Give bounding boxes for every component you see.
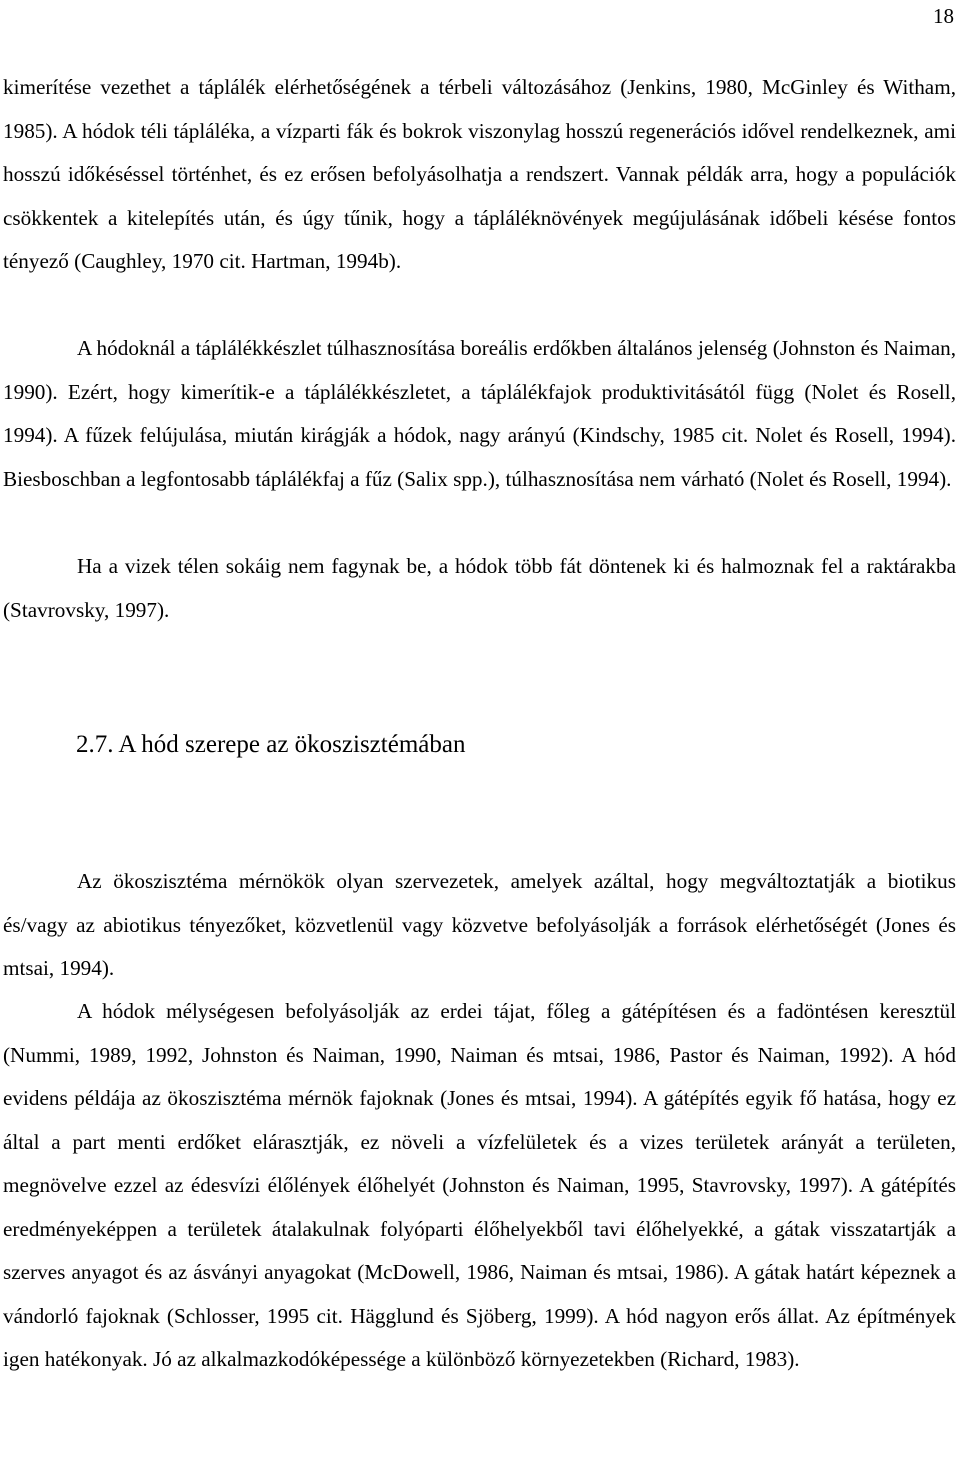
paragraph-overexploitation: A hódoknál a táplálékkészlet túlhasznosítása boreális erdőkben általános jelenség (Johnston és Naiman, 1990). Ezért, hogy kimerítik-e a táplálékkészletet, a táplálékfajok produktivitásától függ (Nolet és Rosell, 1994). A fűzek felújulása, miután kirágják a hódok, nagy arányú (Kindschy, 1985 cit. Nolet és Rosell, 1994). Biesboschban a legfontosabb táplálékfaj a fűz (Salix spp.), túlhasznosítása nem várható (Nolet és Rosell, 1994). xyxy=(3,336,956,491)
section-heading: 2.7. A hód szerepe az ökoszisztémában xyxy=(76,731,466,758)
paragraph-food-depletion: kimerítése vezethet a táplálék elérhetőségének a térbeli változásához (Jenkins, 1980, McGinley és Witham, 1985). A hódok téli tápláléka, a vízparti fák és bokrok viszonylag hosszú regenerációs idővel rendelkeznek, ami hosszú időkéséssel történhet, és ez erősen befolyásolhatja a rendszert. Vannak példák arra, hogy a populációk csökkentek a kitelepítés után, és úgy tűnik, hogy a tápláléknövények megújulásának időbeli késése fontos tényező (Caughley, 1970 cit. Hartman, 1994b). xyxy=(3,75,956,273)
paragraph-winter-storage: Ha a vizek télen sokáig nem fagynak be, a hódok több fát döntenek ki és halmoznak fel a raktárakba (Stavrovsky, 1997). xyxy=(3,554,956,622)
paragraph-ecosystem-engineers: Az ökoszisztéma mérnökök olyan szervezetek, amelyek azáltal, hogy megváltoztatják a biotikus és/vagy az abiotikus tényezőket, közvetlenül vagy közvetve befolyásolják a források elérhetőségét (Jones és mtsai, 1994). xyxy=(3,869,956,980)
page-number: 18 xyxy=(933,4,954,28)
paragraph-beaver-influence: A hódok mélységesen befolyásolják az erdei tájat, főleg a gátépítésen és a fadöntésen keresztül (Nummi, 1989, 1992, Johnston és Naiman, 1990, Naiman és mtsai, 1986, Pastor és Naiman, 1992). A hód evidens példája az ökoszisztéma mérnök fajoknak (Jones és mtsai, 1994). A gátépítés egyik fő hatása, hogy ez által a part menti erdőket elárasztják, ez növeli a vízfelületek és a vizes területek arányát a területen, megnövelve ezzel az édesvízi élőlények élőhelyét (Johnston és Naiman, 1995, Stavrovsky, 1997). A gátépítés eredményeképpen a területek átalakulnak folyóparti élőhelyekből tavi élőhelyekké, a gátak visszatartják a szerves anyagot és az ásványi anyagokat (McDowell, 1986, Naiman és mtsai, 1986). A gátak határt képeznek a vándorló fajoknak (Schlosser, 1995 cit. Hägglund és Sjöberg, 1999). A hód nagyon erős állat. Az építmények igen hatékonyak. Jó az alkalmazkodóképessége a különböző környezetekben (Richard, 1983). xyxy=(3,999,956,1371)
